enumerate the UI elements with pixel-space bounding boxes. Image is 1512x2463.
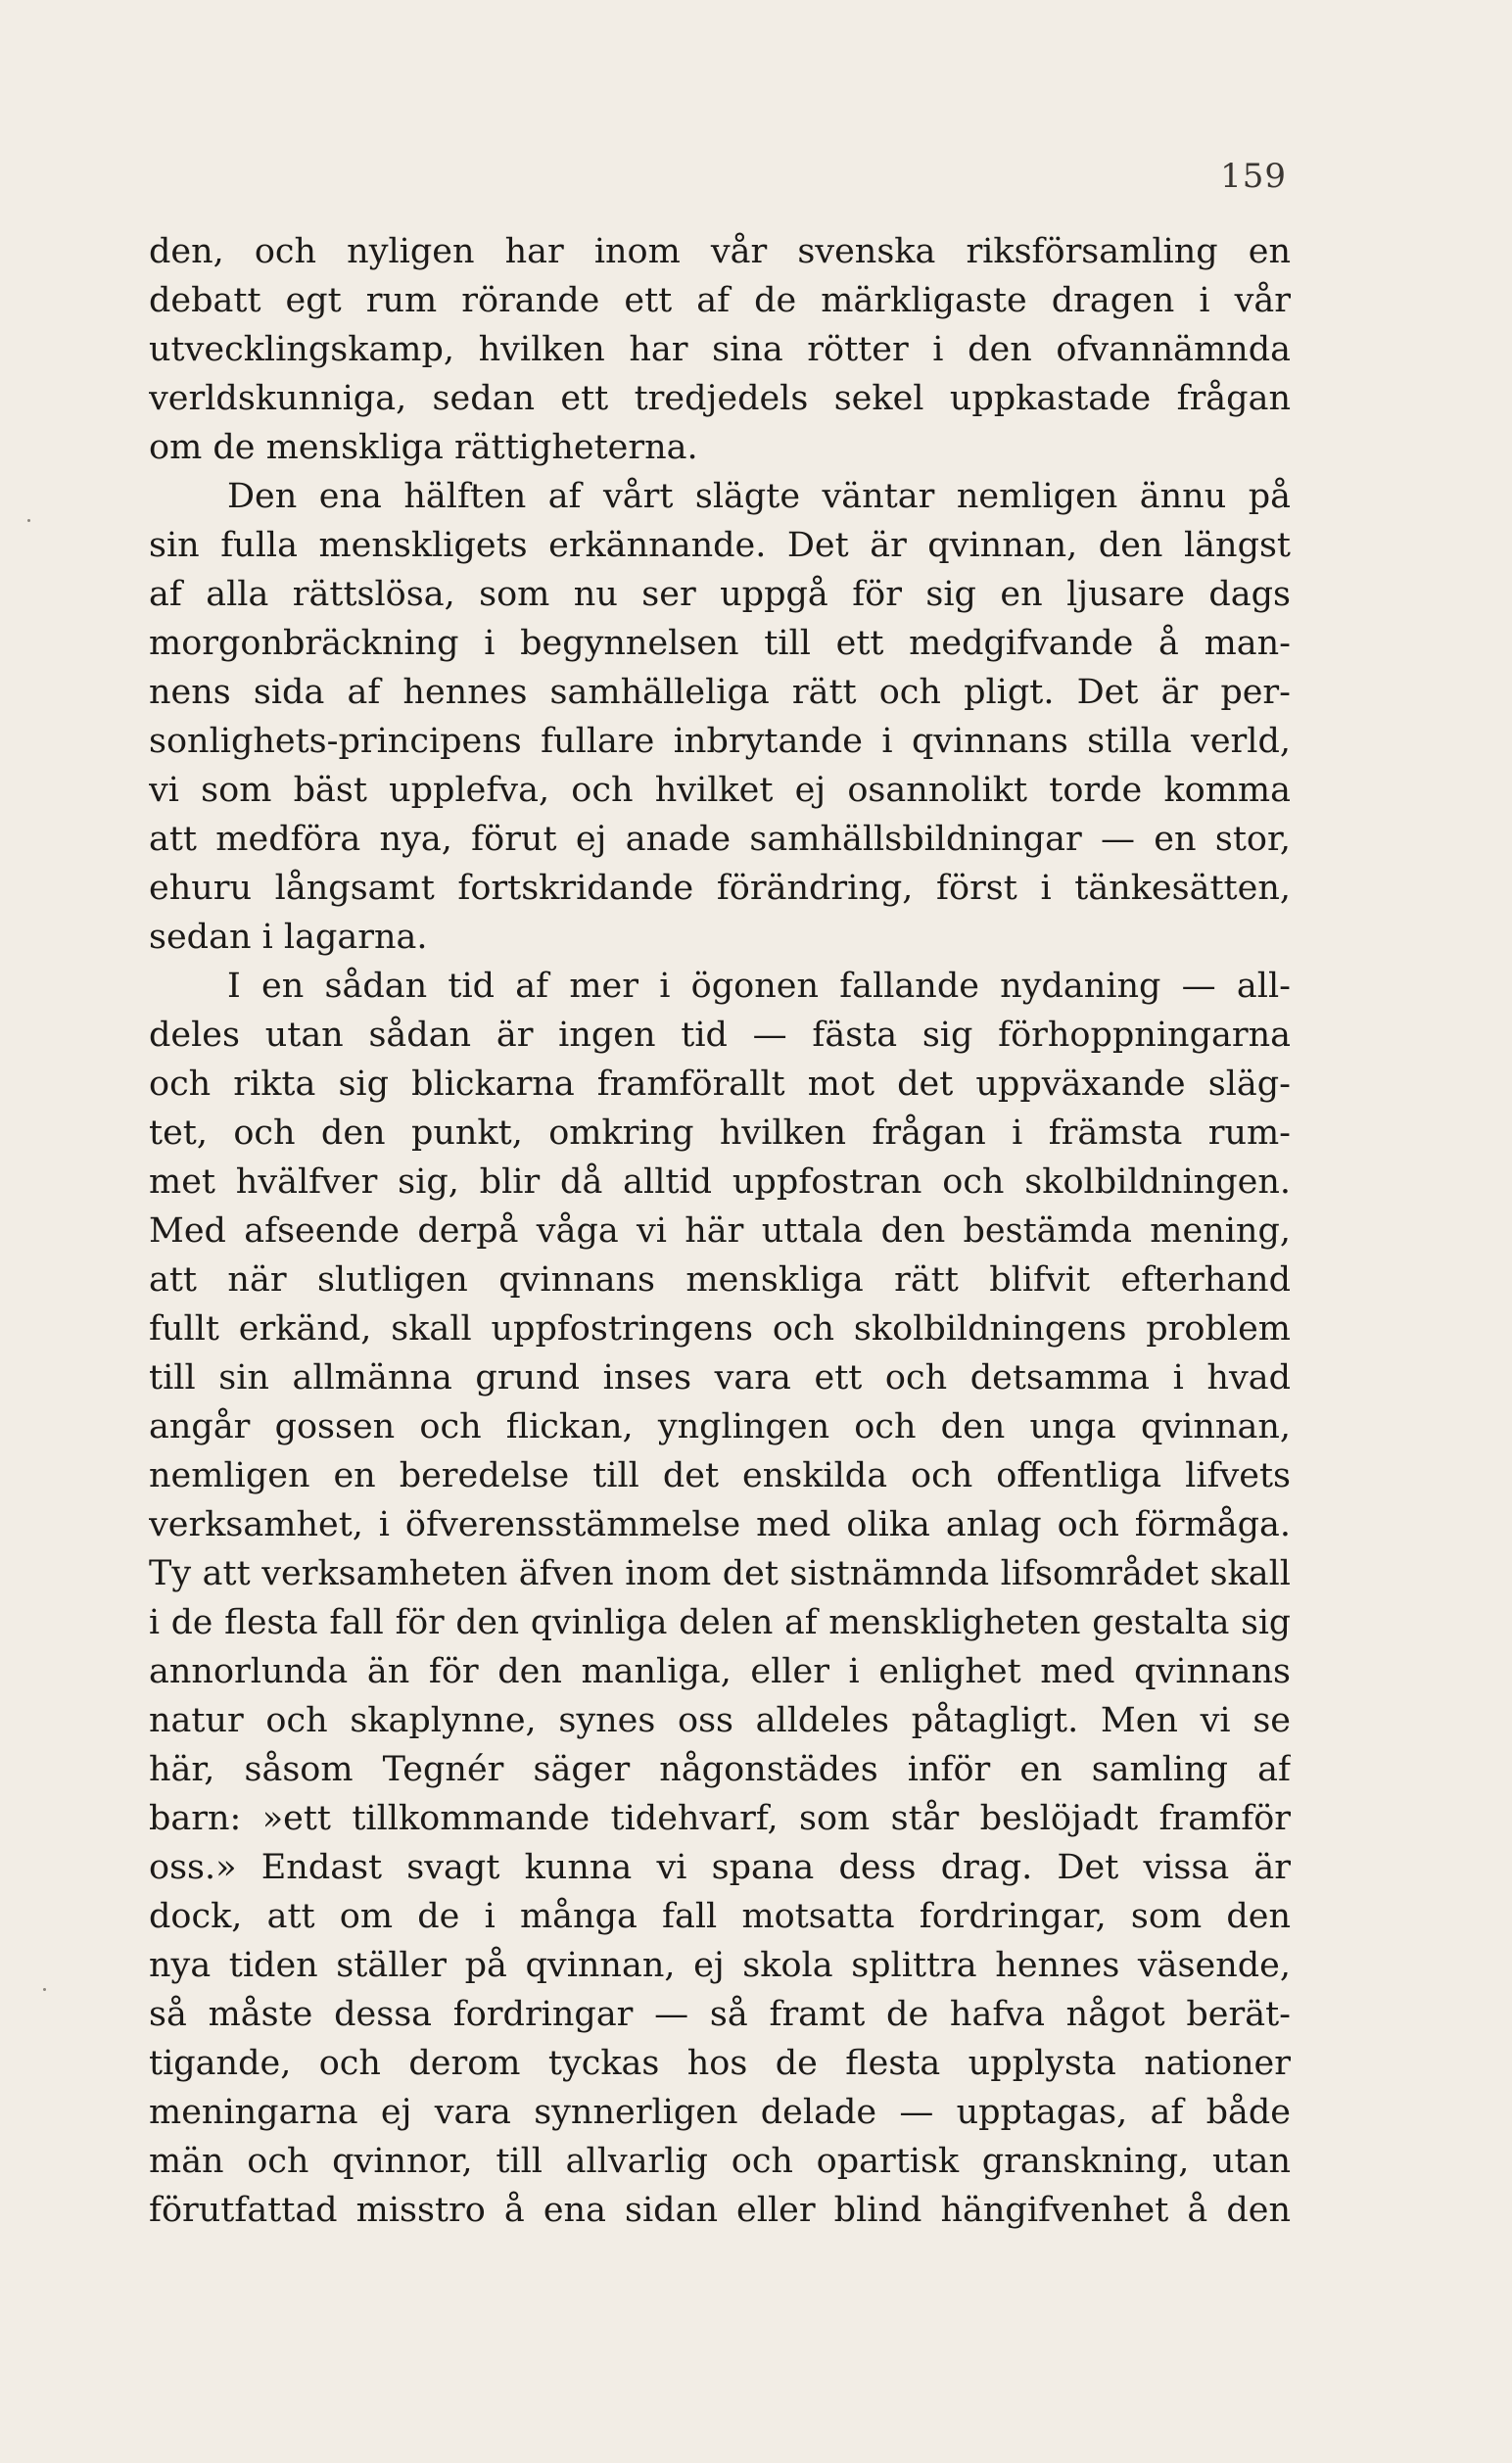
text-line: angår gossen och flickan, ynglingen och den unga qvinnan, [149, 1407, 1291, 1446]
text-line: förutfattad misstro å ena sidan eller blind hängifvenhet å den [149, 2191, 1291, 2230]
text-line: Den ena hälften af vårt slägte väntar nemligen ännu på [227, 477, 1291, 516]
text-line: nens sida af hennes samhälleliga rätt och pligt. Det är per- [149, 673, 1291, 712]
text-line: meningarna ej vara synnerligen delade — upptagas, af både [149, 2093, 1291, 2132]
text-line: dock, att om de i många fall motsatta fordringar, som den [149, 1897, 1291, 1936]
paper-speck [43, 1988, 46, 1991]
text-line: deles utan sådan är ingen tid — fästa sig förhoppningarna [149, 1016, 1291, 1055]
text-line: om de menskliga rättigheterna. [149, 428, 698, 467]
text-line: barn: »ett tillkommande tidehvarf, som står beslöjadt framför [149, 1799, 1291, 1838]
text-line: natur och skaplynne, synes oss alldeles påtagligt. Men vi se [149, 1701, 1291, 1740]
text-line: tigande, och derom tyckas hos de flesta upplysta nationer [149, 2044, 1291, 2083]
text-line: att när slutligen qvinnans menskliga rätt blifvit efterhand [149, 1260, 1291, 1300]
text-line: så måste dessa fordringar — så framt de hafva något berät- [149, 1995, 1291, 2034]
text-line: oss.» Endast svagt kunna vi spana dess drag. Det vissa är [149, 1848, 1291, 1887]
text-line: debatt egt rum rörande ett af de märkligaste dragen i vår [149, 281, 1291, 320]
text-line: sin fulla menskligets erkännande. Det är qvinnan, den längst [149, 526, 1291, 565]
text-line: verksamhet, i öfverensstämmelse med olika anlag och förmåga. [149, 1505, 1291, 1544]
text-line: och rikta sig blickarna framförallt mot det uppväxande släg- [149, 1065, 1291, 1104]
text-line: tet, och den punkt, omkring hvilken frågan i främsta rum- [149, 1113, 1291, 1153]
text-line: nemligen en beredelse till det enskilda och offentliga lifvets [149, 1456, 1291, 1495]
text-line: här, såsom Tegnér säger någonstädes inför en samling af [149, 1750, 1291, 1789]
text-line: I en sådan tid af mer i ögonen fallande nydaning — all- [227, 967, 1291, 1006]
text-line: met hvälfver sig, blir då alltid uppfostran och skolbildningen. [149, 1162, 1291, 1202]
text-line: nya tiden ställer på qvinnan, ej skola splittra hennes väsende, [149, 1946, 1291, 1985]
text-line: till sin allmänna grund inses vara ett och detsamma i hvad [149, 1358, 1291, 1397]
text-line: af alla rättslösa, som nu ser uppgå för sig en ljusare dags [149, 575, 1291, 614]
text-line: ehuru långsamt fortskridande förändring, först i tänkesätten, [149, 869, 1291, 908]
text-line: Med afseende derpå våga vi här uttala den bestämda mening, [149, 1211, 1291, 1251]
text-line: att medföra nya, förut ej anade samhällsbildningar — en stor, [149, 820, 1291, 859]
text-line: morgonbräckning i begynnelsen till ett medgifvande å man- [149, 624, 1291, 663]
text-line: sonlighets-principens fullare inbrytande i qvinnans stilla verld, [149, 722, 1291, 761]
page-number: 159 [1220, 157, 1287, 196]
text-line: den, och nyligen har inom vår svenska riksförsamling en [149, 232, 1291, 271]
text-line: sedan i lagarna. [149, 918, 428, 957]
text-line: annorlunda än för den manliga, eller i enlighet med qvinnans [149, 1652, 1291, 1691]
text-line: män och qvinnor, till allvarlig och opartisk granskning, utan [149, 2142, 1291, 2181]
text-line: i de flesta fall för den qvinliga delen af menskligheten gestalta sig [149, 1603, 1291, 1642]
text-line: vi som bäst upplefva, och hvilket ej osannolikt torde komma [149, 771, 1291, 810]
body-text [149, 227, 1291, 2235]
text-line: fullt erkänd, skall uppfostringens och skolbildningens problem [149, 1309, 1291, 1349]
text-line: Ty att verksamheten äfven inom det sistnämnda lifsområdet skall [149, 1554, 1291, 1593]
text-line: verldskunniga, sedan ett tredjedels sekel uppkastade frågan [149, 379, 1291, 418]
paper-speck [27, 519, 30, 522]
text-line: utvecklingskamp, hvilken har sina rötter i den ofvannämnda [149, 330, 1291, 369]
